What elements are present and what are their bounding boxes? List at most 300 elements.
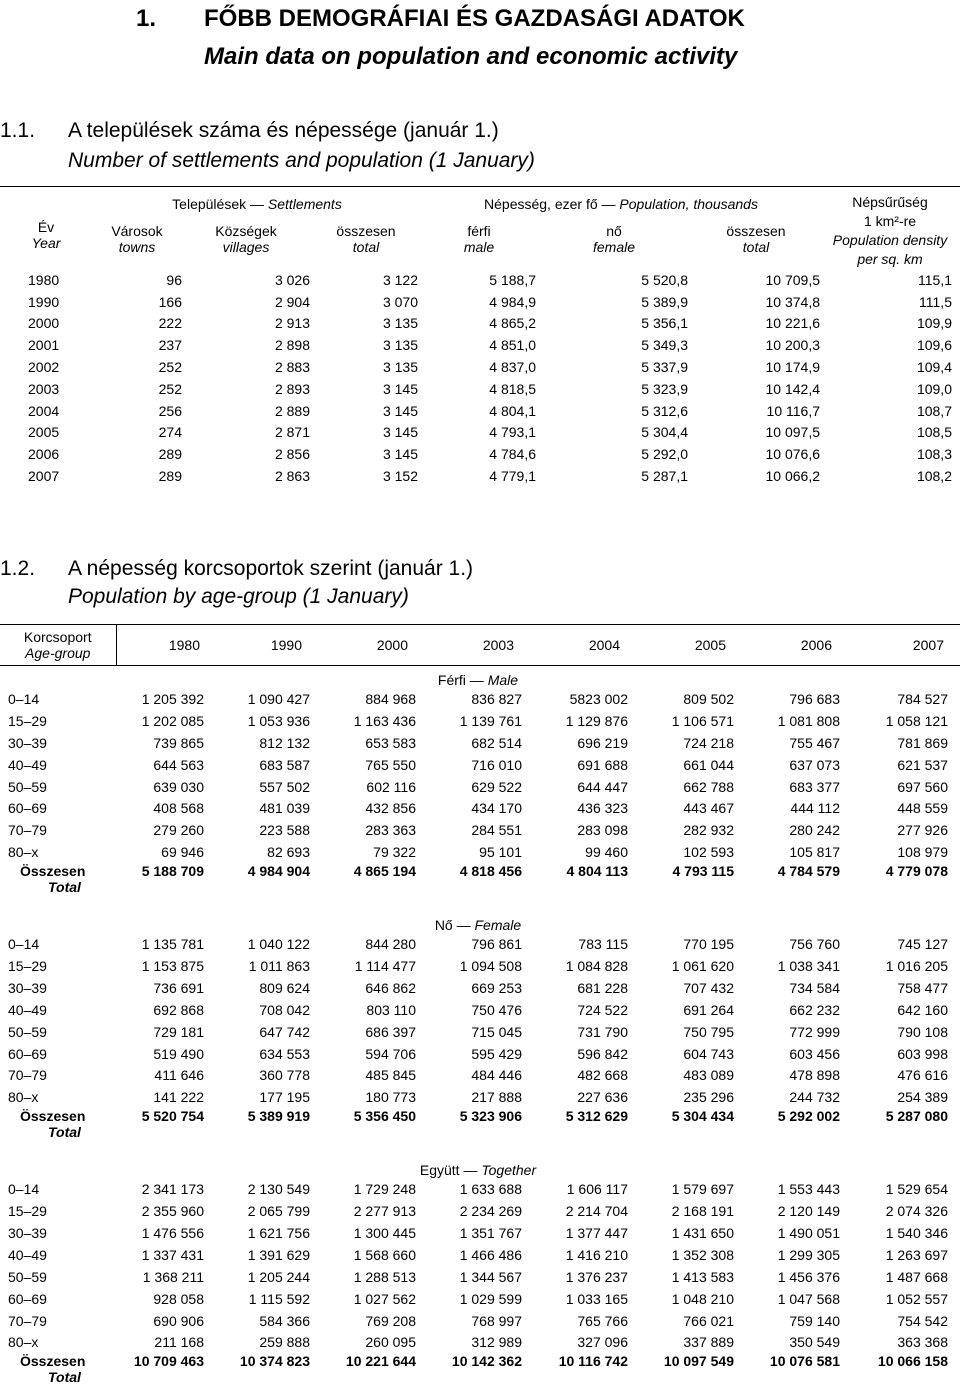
table-cell: 2 893	[182, 378, 314, 400]
table-cell: 3 135	[314, 356, 422, 378]
table-row	[0, 334, 960, 356]
table-cell: 5 389,9	[540, 291, 692, 313]
table-cell: 109,9	[824, 313, 960, 335]
table-cell: 3 026	[182, 269, 314, 291]
total-cell: 4 865 194	[318, 863, 424, 903]
table-cell: 82 693	[212, 841, 318, 863]
table-cell: 327 096	[530, 1331, 636, 1353]
table-cell: 644 563	[116, 754, 212, 776]
table-cell: 109,4	[824, 356, 960, 378]
agegroup-cell: 80–x	[0, 1331, 116, 1353]
table-cell: 1 016 205	[848, 955, 960, 977]
table-cell: 10 200,3	[692, 334, 824, 356]
table-cell: 1 337 431	[116, 1244, 212, 1266]
table-cell: 476 616	[848, 1064, 960, 1086]
section-title: Férfi — Male	[0, 666, 960, 689]
table-row	[0, 1288, 960, 1310]
table-cell: 79 322	[318, 841, 424, 863]
agegroup-cell: 40–49	[0, 1244, 116, 1266]
table-cell: 1 135 781	[116, 933, 212, 955]
table-cell: 809 502	[636, 688, 742, 710]
table-row	[0, 688, 960, 710]
table-cell: 768 997	[424, 1310, 530, 1332]
settlements-table	[0, 186, 960, 487]
total-label: Összesen Total	[0, 1108, 116, 1148]
table-cell: 745 127	[848, 933, 960, 955]
table-cell: 690 906	[116, 1310, 212, 1332]
table-cell: 1 529 654	[848, 1178, 960, 1200]
table-cell: 279 260	[116, 819, 212, 841]
table-cell: 731 790	[530, 1021, 636, 1043]
population-group-header: Népesség, ezer fő — Population, thousands	[422, 187, 824, 216]
year-cell: 2006	[0, 443, 96, 465]
section-title: Együtt — Together	[0, 1148, 960, 1178]
settlements-table-body	[0, 269, 960, 487]
table-cell: 252	[96, 356, 182, 378]
year-col-header: 1980	[116, 625, 212, 666]
table-row	[0, 1331, 960, 1353]
table-cell: 1 456 376	[742, 1266, 848, 1288]
table-cell: 1 466 486	[424, 1244, 530, 1266]
table-cell: 2 120 149	[742, 1200, 848, 1222]
table-cell: 99 460	[530, 841, 636, 863]
table-cell: 166	[96, 291, 182, 313]
table-cell: 781 869	[848, 732, 960, 754]
table-cell: 557 502	[212, 776, 318, 798]
table-row	[0, 710, 960, 732]
table-row	[0, 933, 960, 955]
table-cell: 108,5	[824, 422, 960, 444]
total-row	[0, 863, 960, 903]
section-1-number: 1.1.	[0, 118, 35, 144]
table-cell: 408 568	[116, 797, 212, 819]
total-cell: 5 287 080	[848, 1108, 960, 1148]
table-cell: 3 145	[314, 400, 422, 422]
table-cell: 1 633 688	[424, 1178, 530, 1200]
table-cell: 434 170	[424, 797, 530, 819]
table-cell: 603 998	[848, 1043, 960, 1065]
total-cell: 5 356 450	[318, 1108, 424, 1148]
table-cell: 1 352 308	[636, 1244, 742, 1266]
table-row	[0, 378, 960, 400]
agegroup-cell: 0–14	[0, 933, 116, 955]
table-cell: 662 232	[742, 999, 848, 1021]
year-cell: 2007	[0, 465, 96, 487]
table-cell: 2 341 173	[116, 1178, 212, 1200]
table-cell: 2 889	[182, 400, 314, 422]
table-cell: 1 621 756	[212, 1222, 318, 1244]
settlements-group-header: Települések — Settlements	[96, 187, 422, 216]
table-row	[0, 1064, 960, 1086]
table-cell: 642 160	[848, 999, 960, 1021]
table-cell: 724 218	[636, 732, 742, 754]
section-title-row	[0, 903, 960, 933]
density-header: Népsűrűség 1 km²-re Population density per sq. km	[824, 187, 960, 270]
table-cell: 884 968	[318, 688, 424, 710]
table-cell: 1 090 427	[212, 688, 318, 710]
col-settlements-total-header: összesen total	[314, 215, 422, 259]
total-row	[0, 1108, 960, 1148]
agegroup-cell: 0–14	[0, 1178, 116, 1200]
table-row	[0, 269, 960, 291]
year-cell: 2004	[0, 400, 96, 422]
table-row	[0, 1200, 960, 1222]
total-cell: 10 116 742	[530, 1353, 636, 1393]
table-cell: 683 587	[212, 754, 318, 776]
table-cell: 1 487 668	[848, 1266, 960, 1288]
table-cell: 1 553 443	[742, 1178, 848, 1200]
table-cell: 696 219	[530, 732, 636, 754]
table-cell: 109,6	[824, 334, 960, 356]
table-cell: 432 856	[318, 797, 424, 819]
table-cell: 2 130 549	[212, 1178, 318, 1200]
agegroup-cell: 30–39	[0, 732, 116, 754]
total-cell: 4 793 115	[636, 863, 742, 903]
total-cell: 5 323 906	[424, 1108, 530, 1148]
table-cell: 796 861	[424, 933, 530, 955]
total-cell: 5 188 709	[116, 863, 212, 903]
table-row	[0, 841, 960, 863]
table-cell: 604 743	[636, 1043, 742, 1065]
table-cell: 260 095	[318, 1331, 424, 1353]
table-cell: 1 288 513	[318, 1266, 424, 1288]
table-row	[0, 1043, 960, 1065]
table-cell: 4 865,2	[422, 313, 540, 335]
year-col-header: 2000	[318, 625, 424, 666]
agegroup-cell: 15–29	[0, 955, 116, 977]
table-cell: 755 467	[742, 732, 848, 754]
table-cell: 1 114 477	[318, 955, 424, 977]
col-female-header: nő female	[540, 215, 692, 259]
table-cell: 483 089	[636, 1064, 742, 1086]
table-cell: 1 205 392	[116, 688, 212, 710]
table-cell: 1 579 697	[636, 1178, 742, 1200]
table-cell: 1 540 346	[848, 1222, 960, 1244]
table-cell: 5 520,8	[540, 269, 692, 291]
table-cell: 653 583	[318, 732, 424, 754]
table-cell: 4 804,1	[422, 400, 540, 422]
table-cell: 5 349,3	[540, 334, 692, 356]
table-cell: 4 793,1	[422, 422, 540, 444]
table-cell: 729 181	[116, 1021, 212, 1043]
table-cell: 227 636	[530, 1086, 636, 1108]
table-cell: 836 827	[424, 688, 530, 710]
table-cell: 1 061 620	[636, 955, 742, 977]
agegroup-cell: 50–59	[0, 1266, 116, 1288]
agegroup-cell: 15–29	[0, 1200, 116, 1222]
table-cell: 244 732	[742, 1086, 848, 1108]
agegroup-cell: 15–29	[0, 710, 116, 732]
table-cell: 1 413 583	[636, 1266, 742, 1288]
col-towns-header: Városok towns	[96, 215, 182, 259]
table-row	[0, 754, 960, 776]
table-cell: 1 263 697	[848, 1244, 960, 1266]
table-cell: 1 300 445	[318, 1222, 424, 1244]
table-row	[0, 1222, 960, 1244]
col-villages-header: Községek villages	[182, 215, 314, 259]
agegroup-cell: 60–69	[0, 797, 116, 819]
table-cell: 96	[96, 269, 182, 291]
table-cell: 1 084 828	[530, 955, 636, 977]
table-row	[0, 1086, 960, 1108]
table-cell: 108,2	[824, 465, 960, 487]
total-row	[0, 1353, 960, 1393]
table-row	[0, 955, 960, 977]
table-cell: 682 514	[424, 732, 530, 754]
table-cell: 2 168 191	[636, 1200, 742, 1222]
section-2-number: 1.2.	[0, 556, 35, 582]
table-cell: 707 432	[636, 977, 742, 999]
table-cell: 3 135	[314, 334, 422, 356]
table-cell: 803 110	[318, 999, 424, 1021]
table-cell: 284 551	[424, 819, 530, 841]
chapter-title-hu: FŐBB DEMOGRÁFIAI ÉS GAZDASÁGI ADATOK	[204, 4, 745, 34]
age-group-table	[0, 624, 960, 1393]
chapter-number: 1.	[136, 4, 156, 34]
section-1-title-en: Number of settlements and population (1 January)	[68, 148, 535, 174]
table-cell: 2 234 269	[424, 1200, 530, 1222]
table-row	[0, 422, 960, 444]
table-cell: 1 299 305	[742, 1244, 848, 1266]
table-cell: 223 588	[212, 819, 318, 841]
table-cell: 5 287,1	[540, 465, 692, 487]
agegroup-cell: 0–14	[0, 688, 116, 710]
table-cell: 180 773	[318, 1086, 424, 1108]
table-cell: 809 624	[212, 977, 318, 999]
total-cell: 10 221 644	[318, 1353, 424, 1393]
table-cell: 750 476	[424, 999, 530, 1021]
table-cell: 254 389	[848, 1086, 960, 1108]
table-cell: 363 368	[848, 1331, 960, 1353]
total-cell: 5 292 002	[742, 1108, 848, 1148]
total-label: Összesen Total	[0, 863, 116, 903]
table-cell: 629 522	[424, 776, 530, 798]
table-cell: 211 168	[116, 1331, 212, 1353]
table-cell: 1 115 592	[212, 1288, 318, 1310]
table-cell: 283 098	[530, 819, 636, 841]
table-cell: 697 560	[848, 776, 960, 798]
year-col-header: 2003	[424, 625, 530, 666]
table-cell: 5 356,1	[540, 313, 692, 335]
table-cell: 350 549	[742, 1331, 848, 1353]
table-cell: 2 277 913	[318, 1200, 424, 1222]
table-cell: 2 898	[182, 334, 314, 356]
table-cell: 584 366	[212, 1310, 318, 1332]
table-cell: 647 742	[212, 1021, 318, 1043]
table-cell: 1 027 562	[318, 1288, 424, 1310]
table-cell: 1 153 875	[116, 955, 212, 977]
table-row	[0, 1178, 960, 1200]
table-cell: 765 766	[530, 1310, 636, 1332]
table-cell: 1 205 244	[212, 1266, 318, 1288]
table-cell: 108 979	[848, 841, 960, 863]
table-cell: 1 729 248	[318, 1178, 424, 1200]
table-row	[0, 443, 960, 465]
table-row	[0, 465, 960, 487]
table-cell: 485 845	[318, 1064, 424, 1086]
total-cell: 4 818 456	[424, 863, 530, 903]
table-cell: 1 163 436	[318, 710, 424, 732]
section-1-title-hu: A települések száma és népessége (január 1.)	[68, 118, 499, 144]
col-population-total-header: összesen total	[692, 215, 824, 259]
table-cell: 681 228	[530, 977, 636, 999]
table-row	[0, 819, 960, 841]
table-cell: 784 527	[848, 688, 960, 710]
table-cell: 277 926	[848, 819, 960, 841]
table-cell: 1 029 599	[424, 1288, 530, 1310]
total-cell: 10 374 823	[212, 1353, 318, 1393]
table-cell: 10 066,2	[692, 465, 824, 487]
table-cell: 662 788	[636, 776, 742, 798]
table-cell: 1 490 051	[742, 1222, 848, 1244]
table-cell: 5 304,4	[540, 422, 692, 444]
table-cell: 691 688	[530, 754, 636, 776]
table-row	[0, 1021, 960, 1043]
table-cell: 683 377	[742, 776, 848, 798]
table-cell: 1 033 165	[530, 1288, 636, 1310]
table-cell: 769 208	[318, 1310, 424, 1332]
table-cell: 3 135	[314, 313, 422, 335]
table-cell: 283 363	[318, 819, 424, 841]
table-cell: 256	[96, 400, 182, 422]
table-cell: 2 871	[182, 422, 314, 444]
table-cell: 2 883	[182, 356, 314, 378]
table-cell: 10 709,5	[692, 269, 824, 291]
table-cell: 482 668	[530, 1064, 636, 1086]
table-cell: 115,1	[824, 269, 960, 291]
table-cell: 2 913	[182, 313, 314, 335]
year-col-header: 2005	[636, 625, 742, 666]
agegroup-cell: 60–69	[0, 1288, 116, 1310]
total-cell: 4 779 078	[848, 863, 960, 903]
table-cell: 621 537	[848, 754, 960, 776]
agegroup-cell: 70–79	[0, 1310, 116, 1332]
total-cell: 10 097 549	[636, 1353, 742, 1393]
table-cell: 2 904	[182, 291, 314, 313]
table-cell: 686 397	[318, 1021, 424, 1043]
table-cell: 1 052 557	[848, 1288, 960, 1310]
table-cell: 141 222	[116, 1086, 212, 1108]
table-cell: 5 188,7	[422, 269, 540, 291]
year-cell: 1980	[0, 269, 96, 291]
table-cell: 235 296	[636, 1086, 742, 1108]
table-cell: 177 195	[212, 1086, 318, 1108]
table-cell: 639 030	[116, 776, 212, 798]
total-cell: 10 142 362	[424, 1353, 530, 1393]
table-cell: 708 042	[212, 999, 318, 1021]
table-cell: 602 116	[318, 776, 424, 798]
age-group-table-body	[0, 666, 960, 1393]
table-cell: 10 221,6	[692, 313, 824, 335]
table-cell: 217 888	[424, 1086, 530, 1108]
table-cell: 5 337,9	[540, 356, 692, 378]
table-cell: 770 195	[636, 933, 742, 955]
table-cell: 443 467	[636, 797, 742, 819]
agegroup-cell: 70–79	[0, 1064, 116, 1086]
table-cell: 102 593	[636, 841, 742, 863]
table-cell: 736 691	[116, 977, 212, 999]
agegroup-cell: 40–49	[0, 999, 116, 1021]
table-cell: 637 073	[742, 754, 848, 776]
table-cell: 796 683	[742, 688, 848, 710]
table-cell: 1 094 508	[424, 955, 530, 977]
table-cell: 436 323	[530, 797, 636, 819]
year-cell: 2003	[0, 378, 96, 400]
section-2-title-en: Population by age-group (1 January)	[68, 584, 409, 610]
total-cell: 5 304 434	[636, 1108, 742, 1148]
table-cell: 481 039	[212, 797, 318, 819]
table-cell: 596 842	[530, 1043, 636, 1065]
table-cell: 766 021	[636, 1310, 742, 1332]
total-label: Összesen Total	[0, 1353, 116, 1393]
agegroup-cell: 50–59	[0, 776, 116, 798]
table-cell: 484 446	[424, 1064, 530, 1086]
table-cell: 1 058 121	[848, 710, 960, 732]
table-row	[0, 797, 960, 819]
table-cell: 1 344 567	[424, 1266, 530, 1288]
table-cell: 3 145	[314, 422, 422, 444]
table-row	[0, 999, 960, 1021]
table-row	[0, 356, 960, 378]
table-cell: 1 081 808	[742, 710, 848, 732]
table-cell: 108,3	[824, 443, 960, 465]
table-cell: 105 817	[742, 841, 848, 863]
total-cell: 10 709 463	[116, 1353, 212, 1393]
table-cell: 337 889	[636, 1331, 742, 1353]
table-cell: 108,7	[824, 400, 960, 422]
table-cell: 289	[96, 443, 182, 465]
table-cell: 1 351 767	[424, 1222, 530, 1244]
table-row	[0, 776, 960, 798]
table-cell: 1 606 117	[530, 1178, 636, 1200]
table-cell: 222	[96, 313, 182, 335]
table-cell: 603 456	[742, 1043, 848, 1065]
table-cell: 634 553	[212, 1043, 318, 1065]
table-cell: 756 760	[742, 933, 848, 955]
table-cell: 2 065 799	[212, 1200, 318, 1222]
table-cell: 595 429	[424, 1043, 530, 1065]
table-cell: 1 368 211	[116, 1266, 212, 1288]
year-cell: 1990	[0, 291, 96, 313]
year-col-header: 1990	[212, 625, 318, 666]
total-cell: 5 520 754	[116, 1108, 212, 1148]
table-cell: 4 837,0	[422, 356, 540, 378]
section-title-row	[0, 666, 960, 689]
table-cell: 1 040 122	[212, 933, 318, 955]
table-cell: 1 038 341	[742, 955, 848, 977]
table-cell: 644 447	[530, 776, 636, 798]
table-cell: 289	[96, 465, 182, 487]
agegroup-cell: 30–39	[0, 1222, 116, 1244]
table-cell: 10 374,8	[692, 291, 824, 313]
table-row	[0, 400, 960, 422]
agegroup-cell: 70–79	[0, 819, 116, 841]
table-row	[0, 291, 960, 313]
table-cell: 715 045	[424, 1021, 530, 1043]
agegroup-header: Korcsoport Age-group	[0, 625, 116, 666]
table-cell: 1 011 863	[212, 955, 318, 977]
table-cell: 3 145	[314, 443, 422, 465]
table-cell: 724 522	[530, 999, 636, 1021]
agegroup-cell: 50–59	[0, 1021, 116, 1043]
table-cell: 282 932	[636, 819, 742, 841]
table-cell: 3 122	[314, 269, 422, 291]
table-cell: 2 856	[182, 443, 314, 465]
table-cell: 10 174,9	[692, 356, 824, 378]
table-cell: 716 010	[424, 754, 530, 776]
table-cell: 4 818,5	[422, 378, 540, 400]
table-cell: 1 048 210	[636, 1288, 742, 1310]
